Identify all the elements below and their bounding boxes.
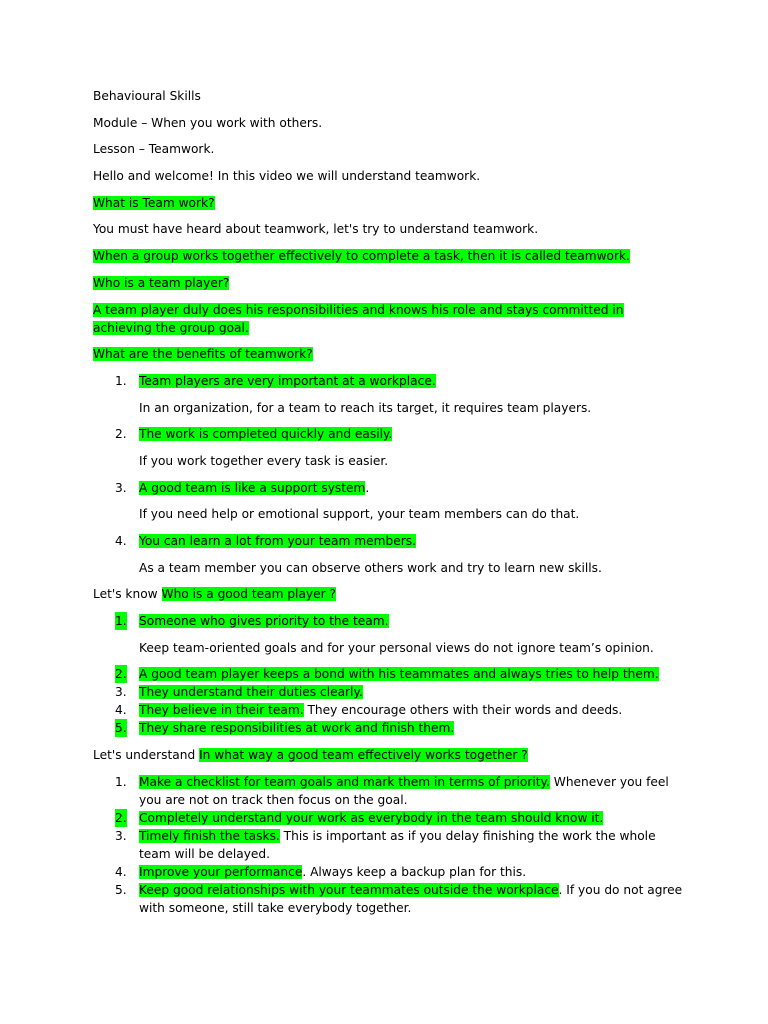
list-number: 1. <box>115 614 127 629</box>
highlighted-text: What is Team work? <box>93 195 215 210</box>
list-item <box>93 479 683 497</box>
highlighted-text: A good team player keeps a bond with his teammates and always tries to help them. <box>139 667 659 682</box>
list-text: . If you do not agree with someone, still take everybody together. <box>139 882 683 915</box>
list-number: 2. <box>115 667 127 682</box>
heading-prefix: Let's know <box>93 587 162 602</box>
highlighted-text: In what way a good team effectively works together ? <box>199 748 528 763</box>
document-page <box>93 87 683 917</box>
highlighted-text: Make a checklist for team goals and mark them in terms of priority. <box>139 774 550 789</box>
list-number: 3. <box>115 685 127 700</box>
good-player-heading <box>93 585 683 603</box>
list-detail: Keep team-oriented goals and for your personal views do not ignore team’s opinion. <box>139 640 654 655</box>
highlighted-text: Who is a good team player ? <box>161 587 336 602</box>
works-heading <box>93 746 683 764</box>
highlighted-text: Keep good relationships with your teammates outside the workplace <box>139 882 559 897</box>
list-number: 3. <box>115 480 127 495</box>
highlighted-text: Improve your performance <box>139 864 303 879</box>
list-detail: If you need help or emotional support, your team members can do that. <box>139 507 580 522</box>
highlighted-text: Team players are very important at a workplace. <box>139 373 436 388</box>
highlighted-text: Who is a team player? <box>93 275 230 290</box>
list-text: Whenever you feel you are not on track then focus on the goal. <box>139 774 669 807</box>
good-player-list <box>93 612 683 737</box>
list-number: 5. <box>115 882 127 897</box>
highlighted-text: A good team is like a support system <box>139 480 366 495</box>
highlighted-text: When a group works together effectively to complete a task, then it is called teamwork. <box>93 249 630 264</box>
intro-line: Hello and welcome! In this video we will understand teamwork. <box>93 169 481 184</box>
highlighted-text: A team player duly does his responsibilities and knows his role and stays committed in achieving the group goal. <box>93 302 624 335</box>
list-item <box>93 532 683 550</box>
list-item <box>93 612 683 630</box>
list-item <box>93 719 683 737</box>
question-who <box>93 274 683 292</box>
highlighted-text: You can learn a lot from your team members. <box>139 534 416 548</box>
highlighted-text: They believe in their team. <box>139 703 304 718</box>
lesson-line: Lesson – Teamwork. <box>93 142 215 157</box>
works-list <box>93 773 683 917</box>
list-number: 2. <box>115 427 127 442</box>
definition-line <box>93 247 683 265</box>
module-line: Module – When you work with others. <box>93 115 323 130</box>
heard-line: You must have heard about teamwork, let's try to understand teamwork. <box>93 222 539 237</box>
question-benefits <box>93 345 683 363</box>
player-definition <box>93 301 683 337</box>
highlighted-text: Completely understand your work as everybody in the team should know it. <box>139 810 604 825</box>
highlighted-text: What are the benefits of teamwork? <box>93 347 313 362</box>
list-item <box>93 881 683 917</box>
list-item <box>93 683 683 701</box>
list-number: 5. <box>115 721 127 736</box>
list-number: 4. <box>115 703 127 718</box>
list-detail: If you work together every task is easier. <box>139 453 389 468</box>
list-item <box>93 701 683 719</box>
list-item <box>93 372 683 390</box>
list-number: 1. <box>115 373 127 388</box>
doc-title: Behavioural Skills <box>93 89 201 103</box>
question-what <box>93 194 683 212</box>
highlighted-text: Timely finish the tasks. <box>139 828 280 843</box>
list-number: 3. <box>115 828 127 843</box>
list-item <box>93 863 683 881</box>
list-item <box>93 665 683 683</box>
list-text: This is important as if you delay finishing the work the whole team will be delayed. <box>139 828 656 861</box>
list-item <box>93 773 683 809</box>
list-number: 2. <box>115 810 127 825</box>
list-number: 4. <box>115 864 127 879</box>
list-text: They encourage others with their words and deeds. <box>303 703 623 718</box>
list-item <box>93 809 683 827</box>
list-detail: In an organization, for a team to reach its target, it requires team players. <box>139 400 592 415</box>
list-text: . Always keep a backup plan for this. <box>302 864 527 879</box>
list-number: 1. <box>115 774 127 789</box>
highlighted-text: They share responsibilities at work and finish them. <box>139 721 455 736</box>
highlighted-text: They understand their duties clearly. <box>139 685 363 700</box>
highlighted-text: Someone who gives priority to the team. <box>139 614 389 629</box>
list-detail: As a team member you can observe others work and try to learn new skills. <box>139 560 602 575</box>
list-item <box>93 827 683 863</box>
benefits-list <box>93 372 683 577</box>
list-number: 4. <box>115 534 127 548</box>
heading-prefix: Let's understand <box>93 748 200 763</box>
list-text: . <box>365 480 370 495</box>
highlighted-text: The work is completed quickly and easily. <box>139 427 393 442</box>
list-item <box>93 425 683 443</box>
